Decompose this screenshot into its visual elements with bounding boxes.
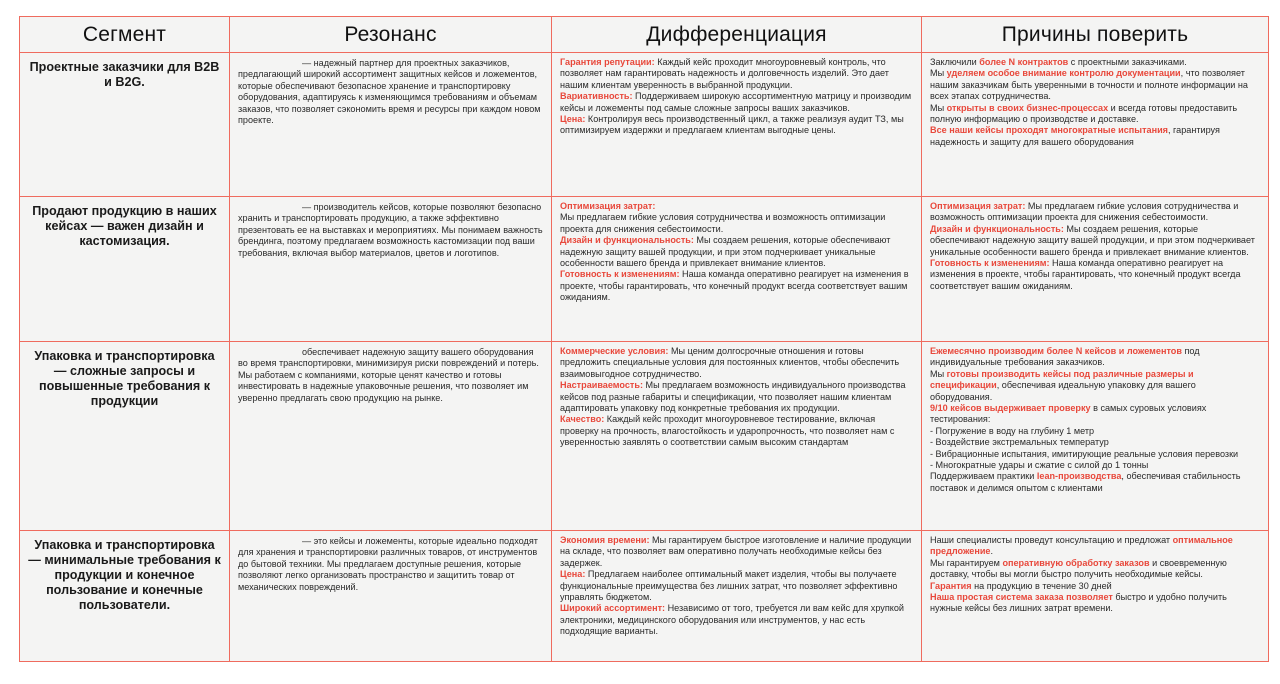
differentiation-item	[560, 114, 913, 137]
differentiation-heading: Качество:	[560, 414, 605, 425]
reason-highlight: открыты в своих бизнес-процессах	[946, 102, 1109, 113]
resonance-cell	[230, 531, 552, 662]
reason-text: - Воздействие экстремальных температур	[930, 437, 1109, 448]
reason-text: и своевременную доставку, чтобы вы могли быстро получить необходимые кейсы.	[930, 557, 1227, 580]
reason-highlight: Ежемесячно производим более N кейсов и ложементов	[930, 346, 1182, 356]
differentiation-heading: Готовность к изменениям:	[560, 269, 680, 280]
resonance-text: — производитель кейсов, которые позволяют безопасно хранить и транспортировать продукцию, а также эффективно презентовать ее на выставках и мероприятиях. Мы понимаем важность брендинга, поэтому предлагаем возможность кастомизации под ваши требования, включая выбор материалов, цветов и логотипов.	[238, 202, 543, 258]
reason-text: - Многократные удары и сжатие с силой до 1 тонны	[930, 460, 1149, 471]
reason-highlight: более N контрактов	[979, 57, 1069, 67]
differentiation-heading: Настраиваемость:	[560, 380, 643, 391]
reason-text: Мы	[930, 368, 947, 379]
reason-item	[930, 426, 1260, 437]
resonance-cell	[230, 53, 552, 197]
reason-text: , гарантируя надежность и защиту для вашего оборудования	[930, 125, 1220, 147]
reason-highlight: Наша простая система заказа позволяет	[930, 592, 1113, 603]
differentiation-heading: Гарантия репутации:	[560, 57, 655, 67]
differentiation-heading: Коммерческие условия:	[560, 346, 669, 356]
reasons-cell	[922, 531, 1269, 662]
differentiation-text: Мы ценим долгосрочные отношения и готовы предложить специальные условия для постоянных клиентов, чтобы обеспечить взаимовыгодное сотрудничество.	[560, 346, 900, 379]
table-row	[20, 531, 1269, 662]
resonance-text: обеспечивает надежную защиту вашего оборудования во время транспортировки, минимизируя риски повреждений и потерь. Мы работаем с компаниями, которые ценят качество и готовы инвестировать в надежные упаковочные решения, что позволяет им уверенно предлагать свою продукцию на рынке.	[238, 347, 539, 403]
differentiation-item	[560, 57, 913, 91]
reason-item	[930, 558, 1260, 581]
reasons-cell	[922, 53, 1269, 197]
differentiation-item	[560, 535, 913, 569]
differentiation-cell	[552, 53, 922, 197]
header-segment: Сегмент	[20, 17, 230, 53]
segment-cell: Упаковка и транспортировка — сложные запросы и повышенные требования к продукции	[20, 342, 230, 531]
reason-item	[930, 224, 1260, 258]
reason-text: с проектными заказчиками.	[1068, 57, 1187, 67]
differentiation-item	[560, 201, 913, 212]
differentiation-item	[560, 414, 913, 448]
differentiation-text: Мы предлагаем гибкие условия сотрудничества и возможность оптимизации проекта для снижения себестоимости.	[560, 212, 886, 234]
reason-item	[930, 581, 1260, 592]
differentiation-text: Мы гарантируем быстрое изготовление и наличие продукции на складе, что позволяет вам оперативно получать необходимые кейсы без задержек.	[560, 535, 912, 568]
reason-item	[930, 346, 1260, 369]
positioning-table	[19, 16, 1269, 662]
resonance-cell	[230, 342, 552, 531]
reason-text: в самых суровых условиях тестирования:	[930, 403, 1207, 425]
differentiation-text: Мы создаем решения, которые обеспечивают надежную защиту вашей продукции, и при этом подчеркивает уникальные особенности вашего бренда и привлекает внимание клиентов.	[560, 235, 891, 269]
differentiation-item	[560, 235, 913, 269]
reason-highlight: Оптимизация затрат:	[930, 201, 1026, 211]
segment-cell: Проектные заказчики для B2B и B2G.	[20, 53, 230, 197]
differentiation-heading: Широкий ассортимент:	[560, 603, 666, 614]
differentiation-item	[560, 91, 913, 114]
reason-text: Наша команда оперативно реагирует на изменения в проекте, чтобы гарантировать, что конечный продукт всегда соответствует вашим ожиданиям.	[930, 258, 1241, 291]
table-row	[20, 53, 1269, 197]
reason-text: Мы создаем решения, которые обеспечивают надежную защиту вашей продукции, и при этом подчеркивает уникальные особенности вашего бренда и привлекает внимание клиентов.	[930, 223, 1255, 257]
reason-text: Поддерживаем практики	[930, 471, 1037, 482]
differentiation-text: Каждый кейс проходит многоуровневое тестирование, включая проверку на прочность, влагостойкость и ударопрочность, что позволяет нам с уверенностью заявлять о соответствии самым высоким стандартам	[560, 414, 895, 448]
reason-item	[930, 57, 1260, 68]
segment-cell: Упаковка и транспортировка — минимальные требования к продукции и конечное пользование и конечные пользователи.	[20, 531, 230, 662]
reason-highlight: готовы производить кейсы под различные размеры и спецификации	[930, 368, 1194, 391]
header-row	[20, 17, 1269, 53]
differentiation-cell	[552, 342, 922, 531]
reason-text: и всегда готовы предоставить полную информацию о производстве и доставке.	[930, 102, 1238, 125]
reason-item	[930, 125, 1260, 148]
differentiation-cell	[552, 197, 922, 342]
differentiation-text: Наша команда оперативно реагирует на изменения в проекте, чтобы гарантировать, что конечный продукт всегда соответствует вашим ожиданиям.	[560, 269, 909, 303]
differentiation-text: Мы предлагаем возможность индивидуального производства кейсов под разные габариты и спецификации, что позволяет нашим клиентам адаптировать упаковку под конкретные требования их продукции.	[560, 380, 906, 414]
reason-text: Мы	[930, 68, 947, 79]
reasons-cell	[922, 342, 1269, 531]
resonance-text: — надежный партнер для проектных заказчиков, предлагающий широкий ассортимент защитных кейсов и ложементов, которые обеспечивают безопасное хранение и транспортировку оборудования, адаптируясь к изменяющимся требованиям и объемам заказов, что позволяет сэкономить время и ресурсы при каждом новом проекте.	[238, 58, 541, 126]
segment-cell: Продают продукцию в наших кейсах — важен дизайн и кастомизация.	[20, 197, 230, 342]
header-reasons-to-believe: Причины поверить	[922, 17, 1269, 53]
table-row	[20, 197, 1269, 342]
reason-item	[930, 103, 1260, 126]
differentiation-heading: Цена:	[560, 114, 586, 125]
differentiation-heading: Цена:	[560, 569, 586, 580]
differentiation-heading: Экономия времени:	[560, 535, 650, 545]
header-differentiation: Дифференциация	[552, 17, 922, 53]
reason-item	[930, 258, 1260, 292]
reason-item	[930, 68, 1260, 102]
reason-item	[930, 369, 1260, 403]
reason-item	[930, 437, 1260, 448]
differentiation-text: Независимо от того, требуется ли вам кейс для хрупкой электроники, медицинского оборудования или инструментов, у нас есть подходящие варианты.	[560, 603, 904, 637]
reason-text: быстро и удобно получить нужные кейсы без лишних затрат времени.	[930, 592, 1227, 614]
reason-text: Заключили	[930, 57, 980, 67]
reason-text: .	[990, 546, 994, 557]
resonance-text: — это кейсы и ложементы, которые идеально подходят для хранения и транспортировки различных товаров, от инструментов до бытовой техники. Мы предлагаем доступные решения, которые позволяют легко организовать пространство и защитить товар от механических повреждений.	[238, 536, 538, 592]
reason-text: , что позволяет нашим заказчикам быть уверенными в точности и полноте информации на всех этапах сотрудничества.	[930, 68, 1248, 102]
reason-item	[930, 460, 1260, 471]
differentiation-text: Каждый кейс проходит многоуровневый контроль, что позволяет нам гарантировать надежность и долговечность изделий. Это дает нашим клиентам уверенность в выбранной продукции.	[560, 57, 889, 90]
reason-text: на продукцию в течение 30 дней	[971, 580, 1112, 591]
reason-item	[930, 449, 1260, 460]
reason-item	[930, 403, 1260, 426]
reason-item	[930, 535, 1260, 558]
differentiation-item	[560, 569, 913, 603]
reason-text: - Погружение в воду на глубину 1 метр	[930, 425, 1095, 436]
reason-text: Наши специалисты проведут консультацию и предложат	[930, 535, 1173, 545]
reason-text: под индивидуальные требования заказчиков.	[930, 346, 1200, 368]
reason-text: Мы гарантируем	[930, 557, 1003, 568]
differentiation-text: Контролируя весь производственный цикл, а также реализуя аудит ТЗ, мы оптимизируем издержки и предлагаем клиентам выгодные цены.	[560, 114, 904, 136]
reason-text: , обеспечивая идеальную упаковку для вашего оборудования.	[930, 380, 1196, 402]
positioning-table-wrapper	[19, 16, 1269, 662]
differentiation-item	[560, 212, 913, 235]
reason-highlight: Готовность к изменениям:	[930, 258, 1050, 269]
reason-highlight: уделяем особое внимание контролю документации	[946, 68, 1181, 79]
reason-highlight: Дизайн и функциональность:	[930, 223, 1064, 234]
differentiation-heading: Дизайн и функциональность:	[560, 235, 694, 246]
differentiation-item	[560, 603, 913, 637]
reason-text: Мы	[930, 102, 947, 113]
reason-item	[930, 592, 1260, 615]
differentiation-heading: Оптимизация затрат:	[560, 201, 656, 211]
reason-highlight: оперативную обработку заказов	[1002, 557, 1150, 568]
reason-text: , обеспечивая стабильность поставок и делимся опытом с клиентами	[930, 471, 1241, 493]
reason-text: - Вибрационные испытания, имитирующие реальные условия перевозки	[930, 448, 1239, 459]
reason-highlight: lean-производства	[1036, 471, 1122, 482]
differentiation-text: Поддерживаем широкую ассортиментную матрицу и производим кейсы и ложементы под самые сложные запросы ваших заказчиков.	[560, 91, 912, 113]
differentiation-item	[560, 269, 913, 303]
table-row	[20, 342, 1269, 531]
differentiation-item	[560, 346, 913, 380]
reason-item	[930, 201, 1260, 224]
reason-highlight: 9/10 кейсов выдерживает проверку	[930, 403, 1091, 414]
header-resonance: Резонанс	[230, 17, 552, 53]
differentiation-cell	[552, 531, 922, 662]
reason-item	[930, 471, 1260, 494]
reason-highlight: Гарантия	[930, 580, 972, 591]
reason-highlight: оптимальное предложение	[930, 535, 1233, 557]
differentiation-item	[560, 380, 913, 414]
reason-text: Мы предлагаем гибкие условия сотрудничества и возможность оптимизации проекта для снижения себестоимости.	[930, 201, 1239, 223]
differentiation-text: Предлагаем наиболее оптимальный макет изделия, чтобы вы получаете функциональные преимущества без лишних затрат, что позволяет эффективно управлять бюджетом.	[560, 569, 898, 603]
reason-highlight: Все наши кейсы проходят многократные испытания	[930, 125, 1168, 136]
resonance-cell	[230, 197, 552, 342]
reasons-cell	[922, 197, 1269, 342]
differentiation-heading: Вариативность:	[560, 91, 633, 102]
